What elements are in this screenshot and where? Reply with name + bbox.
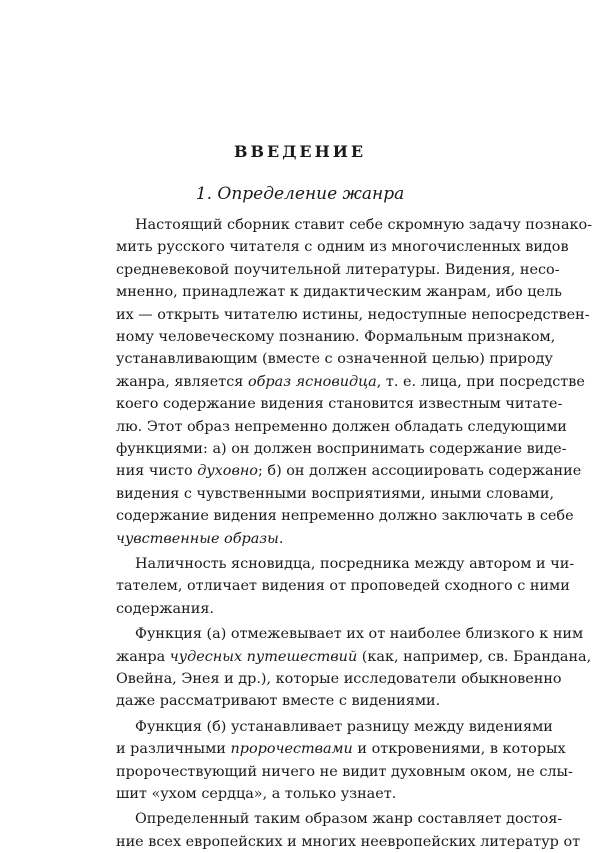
text-line [116,460,582,482]
text-run: ; б) он должен ассоциировать содержание [257,463,582,480]
text-run: Настоящий сборник ставит себе скромную задачу познако- [135,217,593,233]
text-line [116,528,482,550]
text-run: функциями: а) он должен воспринимать содержание виде- [116,441,567,457]
section-title: 1. Определение жанра [195,184,405,204]
text-line [116,505,574,527]
italic-term: чудесных путешествий [169,648,358,665]
chapter-title: ВВЕДЕНИЕ [233,142,367,161]
text-run: лю. Этот образ непременно должен обладать следующими [116,418,567,435]
italic-term: образ ясновидца [247,373,377,390]
text-line [116,371,585,393]
text-run: тателем, отличает видения от проповедей сходного с ними [116,578,570,595]
text-line [116,393,563,415]
text-run: пророчествующий ничего не видит духовным оком, не слы- [116,763,573,780]
text-line [116,259,560,281]
text-run: коего содержание видения становится известным читате- [116,396,563,413]
text-line [135,553,575,575]
text-run: даже рассматривают вместе с видениями. [116,693,441,710]
text-run: жанра, является [116,373,248,390]
text-line [116,438,567,460]
text-run: , т. е. лица, при посредстве [376,373,585,390]
text-run: и различными [116,741,231,758]
text-run: ному человеческому познанию. Формальным признаком, [116,329,556,345]
text-run: содержания. [116,600,214,617]
text-run: устанавливающим (вместе с означенной целью) природу [116,351,553,368]
text-line [116,281,562,303]
text-line [116,326,556,348]
text-line [116,575,570,597]
text-run: ния чисто [116,463,198,480]
text-run: мить русского читателя с одним из многочисленных видов [116,239,569,256]
text-run: содержание видения непременно должно заключать в себе [116,508,574,525]
text-line [116,738,566,760]
italic-term: чувственные образы [116,530,279,547]
text-run: видения с чувственными восприятиями, иными словами, [116,485,555,502]
italic-term: духовно [197,463,258,480]
text-line [135,808,563,830]
text-run: (как, например, св. Брандана, [357,648,592,665]
text-run: Определенный таким образом жанр составляет достоя- [135,811,563,828]
text-run: шит «ухом сердца», а только узнает. [116,786,397,802]
text-line [116,236,569,258]
text-line [135,716,553,738]
text-line [135,623,584,645]
text-run: и откровениями, в которых [352,741,566,758]
text-run: Функция (б) устанавливает разницу между видениями [135,718,553,735]
text-run: средневековой поучительной литературы. Видения, несо- [116,261,560,278]
text-line [116,690,482,712]
text-run: Наличность ясновидца, посредника между автором и чи- [135,556,575,572]
text-line [116,598,482,620]
text-line [116,831,581,853]
text-run: их — открыть читателю истины, недоступные непосредствен- [116,306,590,323]
text-line [135,214,593,236]
text-run: ние всех европейских и многих неевропейских литератур от [116,833,581,850]
text-line [116,483,555,505]
italic-term: пророчествами [230,741,353,758]
text-line [116,416,567,438]
text-line [116,761,573,783]
text-line [116,783,482,805]
text-run: жанра [116,648,170,665]
text-run: . [278,530,284,547]
text-run: мненно, принадлежат к дидактическим жанрам, ибо цель [116,284,562,301]
text-run: Овейна, Энея и др.), которые исследователи обыкновенно [116,671,562,687]
text-line [116,646,592,668]
text-line [116,304,590,326]
text-run: Функция (а) отмежевывает их от наиболее близкого к ним [135,626,584,643]
text-line [116,668,562,690]
text-line [116,348,553,370]
